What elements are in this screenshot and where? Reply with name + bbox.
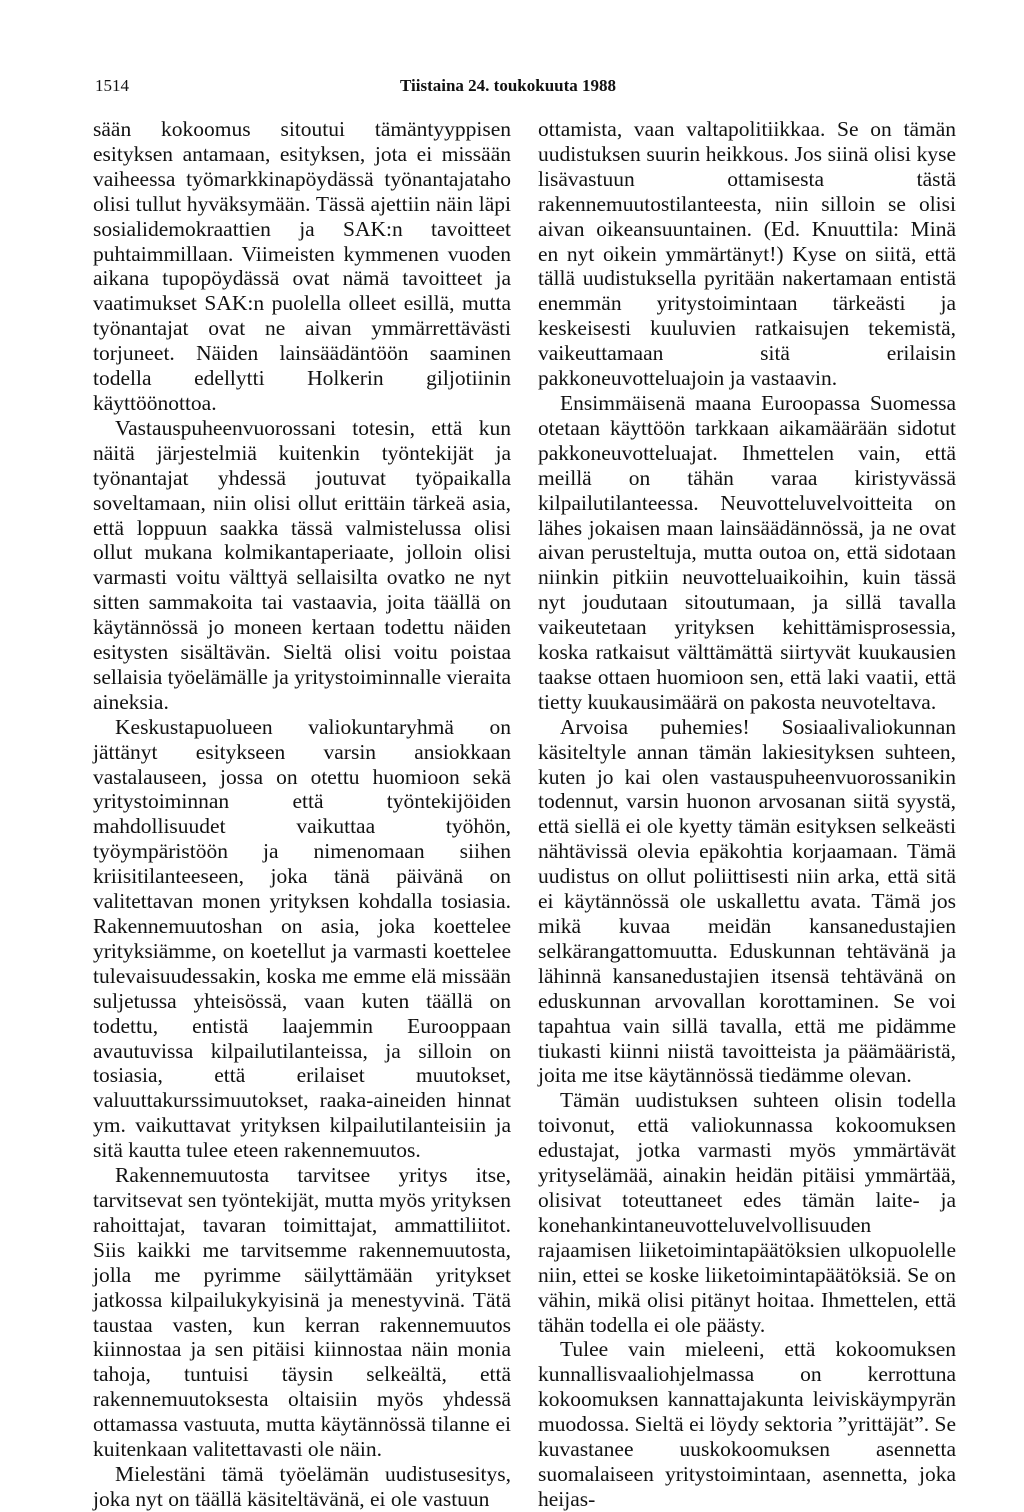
paragraph: Tulee vain mieleeni, että kokoomuksen kunnallisvaaliohjelmassa on kerrottuna kokoomuksen kannattajakunta leiviskäympyrän muodossa. Sieltä ei löydy sektoria ”yrittäjät”. Se kuvastanee uuskokoomuksen asennetta suomalaiseen yritystoimintaan, asennetta, joka heijas-	[538, 1337, 956, 1511]
running-head: Tiistaina 24. toukokuuta 1988	[400, 76, 617, 95]
paragraph: ottamista, vaan valtapolitiikkaa. Se on tämän uudistuksen suurin heikkous. Jos siinä olisi kyse lisävastuun ottamisesta tästä rakennemuutostilanteesta, niin silloin se olisi aivan oikeansuuntainen. (Ed. Knuuttila: Minä en nyt oikein ymmärtänyt!) Kyse on siitä, että tällä uudistuksella pyritään nakertamaan entistä enemmän yritystoimintaan tärkeästi ja keskeisesti kuuluvien ratkaisujen tekemistä, vaikeuttamaan sitä erilaisin pakkoneuvotteluajoin ja vastaavin.	[538, 117, 956, 391]
paragraph: Ensimmäisenä maana Euroopassa Suomessa otetaan käyttöön tarkkaan aikamäärään sidotut pakkoneuvotteluajat. Ihmettelen vain, että meillä on tähän varaa kiristyvässä kilpailutilanteessa. Neuvotteluvelvoitteita on lähes jokaisen maan lainsäädännössä, ja ne ovat aivan perusteltuja, mutta outoa on, että sidotaan niinkin pitkiin neuvotteluaikoihin, kuin tässä nyt joudutaan sitoutumaan, ja sillä tavalla vaikeutetaan yrityksen kehittämisprosessia, koska ratkaisut välttämättä siirtyvät kuukausien taakse ottaen huomioon sen, että laki vaatii, että tietty kuukausimäärä on pakosta neuvoteltava.	[538, 390, 956, 714]
paragraph: Rakennemuutosta tarvitsee yritys itse, tarvitsevat sen työntekijät, mutta myös yrityksen rahoittajat, tavaran toimittajat, ammattiliitot. Siis kaikki me tarvitsemme rakennemuutosta, jolla me pyrimme säilyttämään yritykset jatkossa kilpailukykyisinä ja menestyvinä. Tätä taustaa vasten, kun kerran rakennemuutos kiinnostaa ja sen pitäisi kiinnostaa näin monia tahoja, tuntuisi täysin selkeältä, että rakennemuutoksesta oltaisiin myös yhdessä ottamassa vastuuta, mutta käytännössä tilanne ei kuitenkaan valitettavasti ole näin.	[93, 1163, 511, 1462]
page-header	[95, 76, 975, 104]
paragraph: Mielestäni tämä työelämän uudistusesitys, joka nyt on täällä käsiteltävänä, ei ole vastuun	[93, 1461, 511, 1511]
right-column	[538, 117, 956, 1512]
page-number: 1514	[95, 76, 129, 95]
paragraph: Keskustapuolueen valiokuntaryhmä on jättänyt esitykseen varsin ansiokkaan vastalauseen, jossa on otettu huomioon sekä yritystoiminnan että työntekijöiden mahdollisuudet vaikuttaa työhön, työympäristöön ja nimenomaan siihen kriisitilanteeseen, joka tänä päivänä on valitettavan monen yrityksen kohdalla tosiasia. Rakennemuutoshan on asia, joka koettelee yrityksiämme, on koetellut ja varmasti koettelee tulevaisuudessakin, koska me emme elä missään suljetussa yhteisössä, vaan kuten täällä on todettu, entistä laajemmin Eurooppaan avautuvissa kilpailutilanteissa, ja silloin on tosiasia, että erilaiset muutokset, valuuttakurssimuutokset, raaka-aineiden hinnat ym. vaikuttavat yrityksen kilpailutilanteisiin ja sitä kautta tulee eteen rakennemuutos.	[93, 714, 511, 1163]
paragraph: Tämän uudistuksen suhteen olisin todella toivonut, että valiokunnassa kokoomuksen edustajat, jotka varmasti myös ymmärtävät yrityselämää, ainakin heidän pitäisi ymmärtää, olisivat toteuttaneet edes tämän laite- ja konehankintaneuvotteluvelvollisuuden rajaamisen liiketoimintapäätöksien ulkopuolelle niin, ettei se koske liiketoimintapäätöksiä. Se on vähin, mikä olisi pitänyt hoitaa. Ihmettelen, että tähän todella ei ole päästy.	[538, 1088, 956, 1337]
paragraph: Vastauspuheenvuorossani totesin, että kun näitä järjestelmiä kuitenkin työntekijät ja työnantajat yhdessä joutuvat työpaikalla soveltamaan, niin olisi ollut erittäin tärkeä asia, että loppuun saakka tässä valmistelussa olisi ollut mukana kolmikantaperiaate, jolloin olisi varmasti voitu välttyä sellaisilta ovatko ne nyt sitten sammakoita tai vastaavia, joita täällä on käytännössä jo moneen kertaan todettu näiden esitysten sisältävän. Sieltä olisi voitu poistaa sellaisia työelämälle ja yritystoiminnalle vieraita aineksia.	[93, 415, 511, 714]
left-column	[93, 117, 511, 1512]
paragraph: Arvoisa puhemies! Sosiaalivaliokunnan käsiteltyle annan tämän lakiesityksen suhteen, kuten jo kai olen vastauspuheenvuorossanikin todennut, varsin huonon arvosanan siitä syystä, että siellä ei ole kyetty tämän esityksen selkeästi nähtävissä olevia epäkohtia korjaamaan. Tämä uudistus on ollut poliittisesti niin arka, että sitä ei käytännössä ole uskallettu avata. Tämä jos mikä kuvaa meidän kansanedustajien selkärangattomuutta. Eduskunnan tehtävänä ja lähinnä kansanedustajien itsensä tehtävänä on eduskunnan arvovallan korottaminen. Se voi tapahtua vain sillä tavalla, että me pidämme tiukasti kiinni niistä tavoitteista ja päämääristä, joita me itse käytännössä tiedämme olevan.	[538, 714, 956, 1088]
paragraph: sään kokoomus sitoutui tämäntyyppisen esityksen antamaan, esityksen, jota ei missään vaiheessa työmarkkinapöydässä työnantajataho olisi tullut hyväksymään. Tässä ajettiin näin läpi sosialidemokraattien ja SAK:n tavoitteet puhtaimmillaan. Viimeisten kymmenen vuoden aikana tupopöydässä ovat nämä tavoitteet ja vaatimukset SAK:n puolella olleet esillä, mutta työnantajat ovat ne aivan ymmärrettävästi torjuneet. Näiden lainsäädäntöön saaminen todella edellytti Holkerin giljotiinin käyttöönottoa.	[93, 117, 511, 415]
